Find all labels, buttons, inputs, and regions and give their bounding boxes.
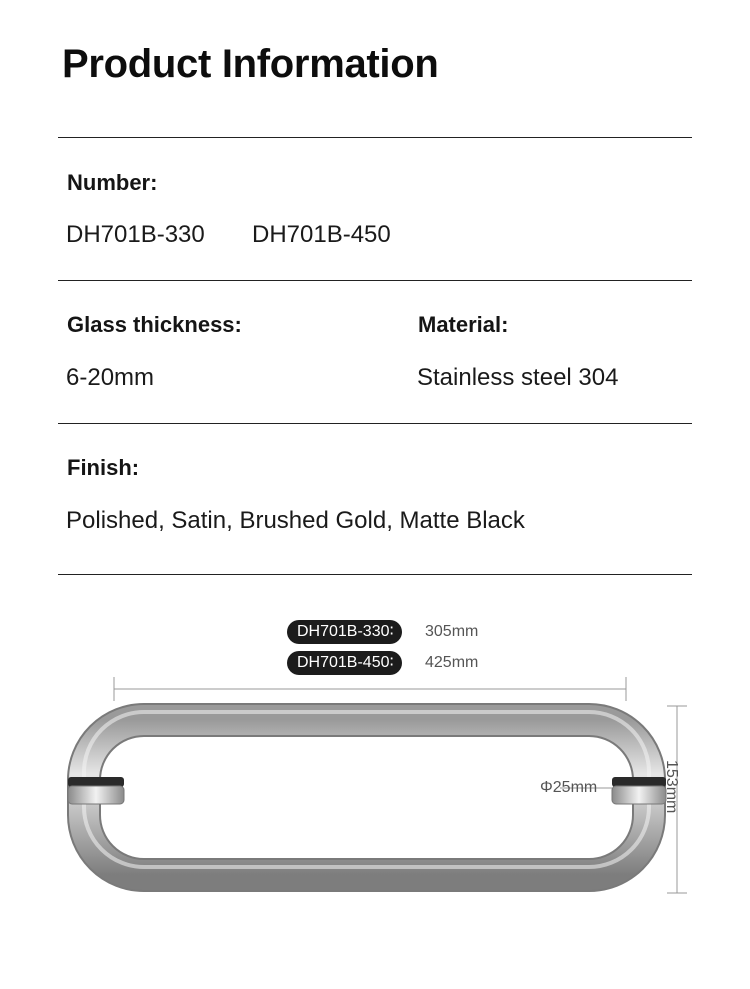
material-value: Stainless steel 304	[417, 364, 619, 391]
length-dimension-line	[114, 677, 626, 701]
right-mounting-ring	[612, 777, 666, 804]
divider	[58, 423, 692, 424]
divider	[58, 574, 692, 575]
door-handle-illustration	[0, 600, 750, 989]
tube-diameter: Φ25mm	[540, 779, 598, 796]
divider	[58, 137, 692, 138]
material-label: Material:	[418, 312, 509, 337]
divider	[58, 280, 692, 281]
glass-thickness-label: Glass thickness:	[67, 312, 242, 337]
length-450: 425mm	[425, 654, 479, 671]
handle-height: 153mm	[663, 760, 680, 814]
model-number-330: DH701B-330	[66, 221, 205, 248]
finish-value: Polished, Satin, Brushed Gold, Matte Black	[66, 507, 525, 534]
left-mounting-ring	[68, 777, 124, 804]
finish-label: Finish:	[67, 455, 140, 480]
model-tag-450: DH701B-450∶	[287, 651, 402, 675]
model-tag-330: DH701B-330∶	[287, 620, 402, 644]
glass-thickness-value: 6-20mm	[66, 364, 155, 391]
page-title: Product Information	[62, 42, 439, 86]
length-330: 305mm	[425, 623, 479, 640]
number-label: Number:	[67, 170, 158, 195]
model-number-450: DH701B-450	[252, 221, 391, 248]
